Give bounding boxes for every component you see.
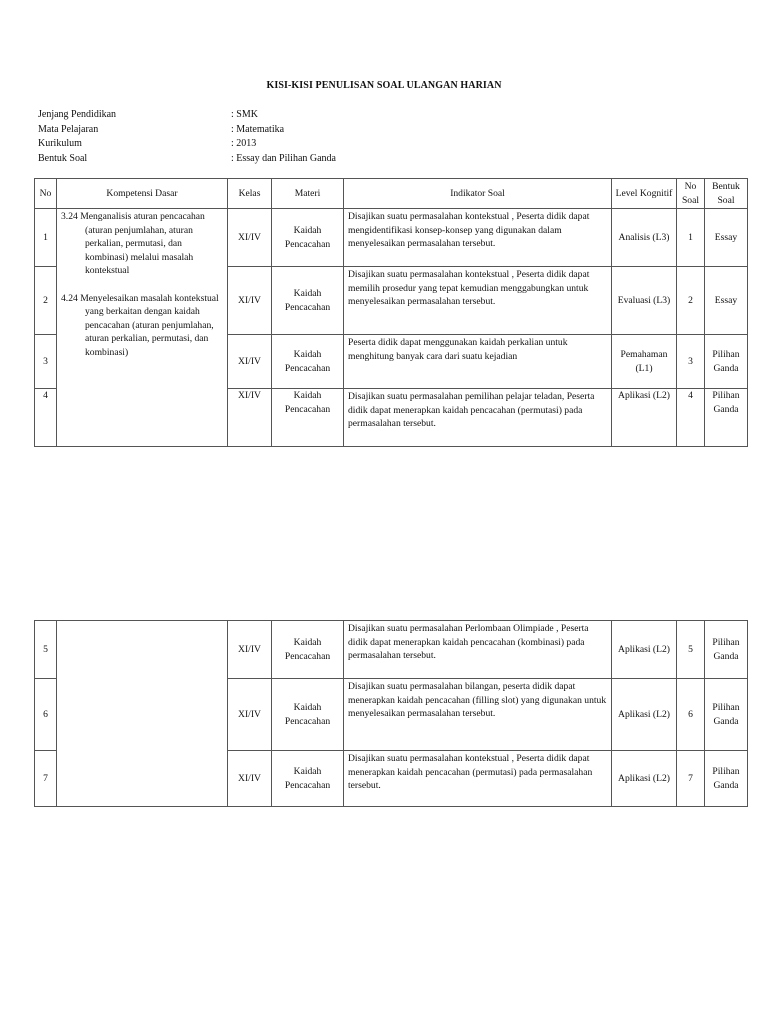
cell-kelas: XI/IV bbox=[228, 267, 272, 335]
meta-label: Mata Pelajaran bbox=[38, 123, 99, 135]
kompetensi-4-24: 4.24 Menyelesaikan masalah kontekstual yang berkaitan dengan kaidah pencacahan (aturan penjumlahan, aturan perkalian, permutasi, dan kombinasi) bbox=[61, 292, 219, 358]
cell-no: 7 bbox=[35, 751, 57, 807]
cell-materi: Kaidah Pencacahan bbox=[272, 209, 344, 267]
cell-materi: Kaidah Pencacahan bbox=[272, 267, 344, 335]
cell-kelas: XI/IV bbox=[228, 679, 272, 751]
cell-indikator: Disajikan suatu permasalahan bilangan, peserta didik dapat menerapkan kaidah pencacahan (filling slot) yang digunakan untuk menyelesaikan permasalahan tersebut. bbox=[344, 679, 612, 751]
header-bentuk: Bentuk Soal bbox=[705, 179, 748, 209]
cell-bentuk: Essay bbox=[705, 209, 748, 267]
cell-bentuk: Pilihan Ganda bbox=[705, 389, 748, 447]
cell-materi: Kaidah Pencacahan bbox=[272, 751, 344, 807]
cell-no: 5 bbox=[35, 621, 57, 679]
cell-level: Aplikasi (L2) bbox=[612, 751, 677, 807]
document-meta bbox=[38, 108, 336, 166]
meta-row-jenjang bbox=[38, 108, 336, 123]
header-kompetensi: Kompetensi Dasar bbox=[57, 179, 228, 209]
cell-materi: Kaidah Pencacahan bbox=[272, 389, 344, 447]
cell-no-soal: 1 bbox=[677, 209, 705, 267]
cell-materi: Kaidah Pencacahan bbox=[272, 335, 344, 389]
cell-materi: Kaidah Pencacahan bbox=[272, 679, 344, 751]
meta-label: Bentuk Soal bbox=[38, 152, 88, 164]
cell-kelas: XI/IV bbox=[228, 751, 272, 807]
cell-bentuk: Pilihan Ganda bbox=[705, 751, 748, 807]
meta-value: : Essay dan Pilihan Ganda bbox=[231, 152, 336, 164]
cell-indikator: Peserta didik dapat menggunakan kaidah perkalian untuk menghitung banyak cara dari suatu kejadian bbox=[344, 335, 612, 389]
meta-value: : SMK bbox=[231, 109, 258, 120]
meta-value: : 2013 bbox=[231, 138, 257, 149]
cell-kelas: XI/IV bbox=[228, 389, 272, 447]
cell-bentuk: Pilihan Ganda bbox=[705, 335, 748, 389]
cell-level: Aplikasi (L2) bbox=[612, 621, 677, 679]
meta-label: Kurikulum bbox=[38, 138, 82, 149]
cell-indikator: Disajikan suatu permasalahan pemilihan pelajar teladan, Peserta didik dapat menerapkan kaidah pencacahan (permutasi) pada permasalahan tersebut. bbox=[344, 389, 612, 447]
cell-no: 3 bbox=[35, 335, 57, 389]
meta-value: : Matematika bbox=[231, 123, 285, 135]
cell-kompetensi bbox=[57, 209, 228, 447]
cell-indikator: Disajikan suatu permasalahan kontekstual , Peserta didik dapat mengidentifikasi konsep-konsep yang digunakan dalam menyelesaikan permasalahan tersebut. bbox=[344, 209, 612, 267]
cell-no-soal: 2 bbox=[677, 267, 705, 335]
header-materi: Materi bbox=[272, 179, 344, 209]
cell-materi: Kaidah Pencacahan bbox=[272, 621, 344, 679]
header-indikator: Indikator Soal bbox=[344, 179, 612, 209]
header-no-soal: No Soal bbox=[677, 179, 705, 209]
cell-level: Aplikasi (L2) bbox=[612, 389, 677, 447]
cell-no-soal: 7 bbox=[677, 751, 705, 807]
cell-no-soal: 3 bbox=[677, 335, 705, 389]
cell-bentuk: Essay bbox=[705, 267, 748, 335]
cell-level: Evaluasi (L3) bbox=[612, 267, 677, 335]
meta-row-bentuk bbox=[38, 152, 336, 167]
cell-no-soal: 5 bbox=[677, 621, 705, 679]
cell-level: Aplikasi (L2) bbox=[612, 679, 677, 751]
cell-kompetensi-empty bbox=[57, 621, 228, 807]
cell-no: 4 bbox=[35, 389, 57, 447]
cell-indikator: Disajikan suatu permasalahan kontekstual , Peserta didik dapat memilih prosedur yang tepat kemudian menggabungkan untuk menyelesaikan permasalahan tersebut. bbox=[344, 267, 612, 335]
cell-level: Pemahaman (L1) bbox=[612, 335, 677, 389]
cell-no: 1 bbox=[35, 209, 57, 267]
meta-label: Jenjang Pendidikan bbox=[38, 109, 117, 120]
table-row bbox=[35, 621, 748, 679]
cell-kelas: XI/IV bbox=[228, 621, 272, 679]
cell-level: Analisis (L3) bbox=[612, 209, 677, 267]
cell-no: 6 bbox=[35, 679, 57, 751]
cell-no-soal: 6 bbox=[677, 679, 705, 751]
header-no: No bbox=[35, 179, 57, 209]
cell-kelas: XI/IV bbox=[228, 209, 272, 267]
cell-no: 2 bbox=[35, 267, 57, 335]
header-kelas: Kelas bbox=[228, 179, 272, 209]
cell-indikator: Disajikan suatu permasalahan kontekstual , Peserta didik dapat menerapkan kaidah pencacahan (permutasi) pada permasalahan tersebut. bbox=[344, 751, 612, 807]
cell-bentuk: Pilihan Ganda bbox=[705, 621, 748, 679]
document-title: KISI-KISI PENULISAN SOAL ULANGAN HARIAN bbox=[266, 80, 502, 91]
table-row bbox=[35, 209, 748, 267]
meta-row-kurikulum bbox=[38, 137, 336, 152]
kisi-table-1 bbox=[34, 178, 748, 447]
kisi-table-2 bbox=[34, 620, 748, 807]
header-level: Level Kognitif bbox=[612, 179, 677, 209]
meta-row-mapel bbox=[38, 123, 336, 138]
cell-indikator: Disajikan suatu permasalahan Perlombaan Olimpiade , Peserta didik dapat menerapkan kaidah pencacahan (kombinasi) pada permasalahan tersebut. bbox=[344, 621, 612, 679]
cell-no-soal: 4 bbox=[677, 389, 705, 447]
cell-kelas: XI/IV bbox=[228, 335, 272, 389]
cell-bentuk: Pilihan Ganda bbox=[705, 679, 748, 751]
kompetensi-3-24: 3.24 Menganalisis aturan pencacahan (aturan penjumlahan, aturan perkalian, permutasi, dan kombinasi) melalui masalah kontekstual bbox=[61, 211, 205, 276]
table-header-row bbox=[35, 179, 748, 209]
